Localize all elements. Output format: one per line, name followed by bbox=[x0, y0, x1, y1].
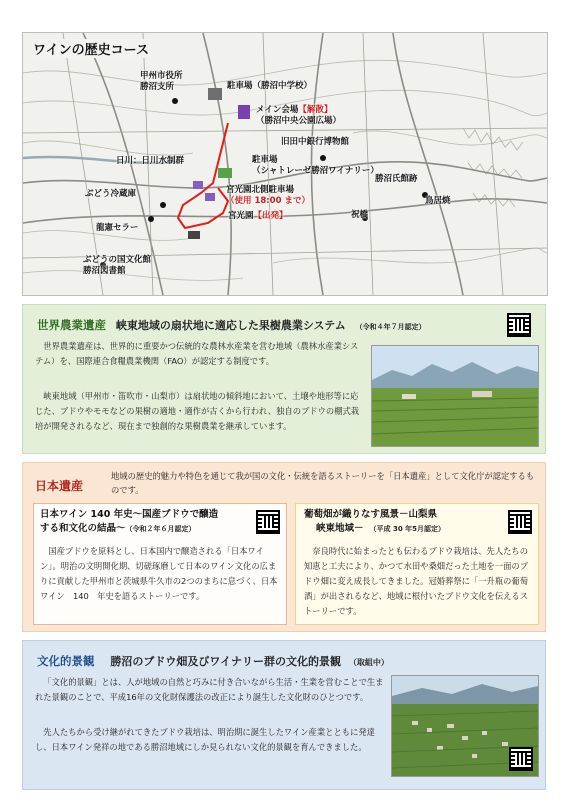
label-iwai-bridge: 祝橋 bbox=[351, 210, 369, 220]
label-parking-winery: 駐車場 （シャトレーゼ勝沼ワイナリー） bbox=[252, 155, 379, 176]
label-grape-store: ぶどう冷蔵庫 bbox=[85, 189, 137, 199]
section1-para2: 峡東地域（甲州市・笛吹市・山梨市）は扇状地の傾斜地において、土壌や地形等に応じた、ブドウやモモなどの果樹の適地・適作が古くから行われ、独自のブドウの棚式栽培が開発されるなど、現在まで独創的な果樹農業を継承しています。 bbox=[35, 391, 360, 431]
label-city-hall: 甲州市役所 勝沼支所 bbox=[140, 71, 183, 92]
label-hikawa: 日川：日川水制群 bbox=[116, 156, 185, 166]
section-japan-heritage bbox=[22, 462, 546, 632]
section3-para1: 「文化的景観」とは、人が地域の自然と巧みに付き合いながら生活・生業を営むことで生まれた景観のことで、平成16年の文化財保護法の改正により誕生した文化財のひとつです。 bbox=[35, 677, 384, 702]
qr-code[interactable] bbox=[509, 747, 533, 771]
parking-marker bbox=[208, 88, 222, 100]
qr-code[interactable] bbox=[256, 510, 280, 534]
japan-wine-body: 国産ブドウを原料とし、日本国内で醸造される「日本ワイン」。明治の文明開化期、切磋琢磨して日本のワイン文化の広まりに貢献した甲州市と茨城県牛久市の2つのまちに息づく、日本ワイン 140 年史を語るストーリーです。 bbox=[40, 546, 278, 601]
section2-tag: 日本遺産 bbox=[35, 479, 84, 493]
section1-heading: 世界農業遺産 峡東地域の扇状地に適応した果樹農業システム （令和４年７月認定） bbox=[37, 318, 426, 332]
venue-marker bbox=[238, 105, 250, 119]
japan-wine-140-card bbox=[33, 503, 287, 625]
vineyard-landscape-card bbox=[295, 503, 539, 625]
label-parking-school: 駐車場（勝沼中学校） bbox=[227, 81, 313, 91]
qr-code[interactable] bbox=[508, 510, 532, 534]
vineyard-landscape-body: 奈良時代に始まったとも伝わるブドウ栽培は、先人たちの知恵と工夫により、かつて水田や桑畑だった土地を一面のブドウ畑に変え成長してきました。冠婚葬祭に「一升瓶の葡萄酒」が出されるなど、地域に根付いたブドウ文化を伝えるストーリーです。 bbox=[304, 546, 529, 616]
section3-heading: 文化的景観 勝沼のブドウ畑及びワイナリー群の文化的景観 （取組中） bbox=[37, 654, 389, 668]
section-world-agricultural-heritage bbox=[22, 304, 546, 454]
label-budou-kuni: ぶどうの国文化館 勝沼図書館 bbox=[83, 255, 152, 276]
section3-para2: 先人たちから受け継がれてきたブドウ栽培は、明治期に誕生したワイン産業とともに発達し、日本ワイン発祥の地である勝沼地域にしか見られない文化的景観を育んできました。 bbox=[35, 727, 375, 752]
section2-intro: 地域の歴史的魅力や特色を通じて我が国の文化・伝統を語るストーリーを「日本遺産」として文化庁が認定するものです。 bbox=[111, 471, 535, 495]
map-title: ワインの歴史コース bbox=[31, 39, 151, 58]
label-old-bank: 旧田中銀行博物館 bbox=[281, 137, 350, 147]
label-torii: 鳥居焼 bbox=[425, 196, 451, 206]
vineyard-photo bbox=[371, 345, 539, 447]
label-katsunuma-ruins: 勝沼氏館跡 bbox=[375, 174, 418, 184]
japan-wine-title: 日本ワイン 140 年史～国産ブドウで醸造 する和文化の結晶～（令和２年６月認定） bbox=[40, 509, 219, 534]
section1-para1: 世界農業遺産は、世界的に重要かつ伝統的な農林水産業を営む地域（農林水産業システム）を、国際連合食糧農業機関（FAO）が認定する制度です。 bbox=[35, 341, 359, 366]
vineyard-landscape-title: 葡萄畑が織りなす風景－山梨県 峡東地域－ （平成 30 年5月認定） bbox=[304, 509, 446, 534]
label-ryuken-cellar: 龍憲セラー bbox=[96, 223, 139, 233]
label-main-venue: メイン会場【解散】 （勝沼中央公園広場） bbox=[256, 105, 342, 126]
label-miyamitsu-start: 宮光園【出発】 bbox=[228, 211, 288, 221]
section-cultural-landscape bbox=[22, 640, 546, 790]
course-map bbox=[22, 32, 548, 296]
label-miyamitsu-north: 宮光園北側駐車場 （使用 18:00 まで） bbox=[226, 185, 310, 206]
qr-code[interactable] bbox=[507, 313, 531, 337]
